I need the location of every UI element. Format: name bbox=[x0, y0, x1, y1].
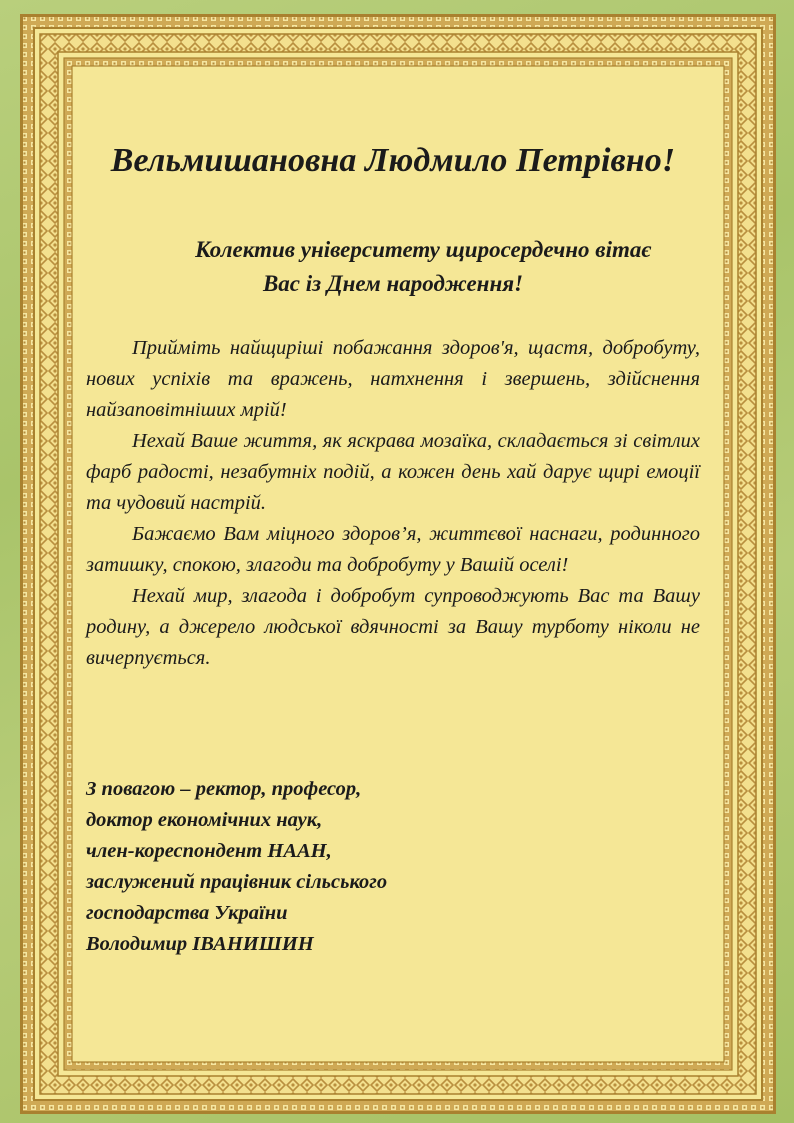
paragraph-3: Бажаємо Вам міцного здоров’я, життєвої наснаги, родинного затишку, спокою, злагоди та добробуту у Вашій оселі! bbox=[86, 523, 700, 576]
signature-line-4: заслужений працівник сільського bbox=[86, 871, 388, 893]
signature-line-5: господарства України bbox=[86, 902, 288, 924]
signature-name: Володимир ІВАНИШИН bbox=[86, 933, 314, 955]
paragraph-2: Нехай Ваше життя, як яскрава мозаїка, складається зі світлих фарб радості, незабутніх подій, а кожен день хай дарує щирі емоції та чудовий настрій. bbox=[86, 430, 700, 514]
letter-body bbox=[86, 333, 700, 674]
intro-line-2: Вас із Днем народження! bbox=[262, 271, 524, 296]
signature-line-1: З повагою – ректор, професор, bbox=[86, 778, 362, 800]
paragraph-1: Прийміть найщиріші побажання здоров'я, щастя, добробуту, нових успіхів та вражень, натхнення і звершень, здійснення найзаповітніших мрій! bbox=[86, 337, 700, 421]
paragraph-4: Нехай мир, злагода і добробут супроводжують Вас та Вашу родину, а джерело людської вдячності за Вашу турботу ніколи не вичерпується. bbox=[86, 585, 700, 669]
greeting-title: Вельмишановна Людмило Петрівно! bbox=[110, 142, 676, 179]
signature-block bbox=[86, 774, 700, 960]
intro-line-1: Колектив університету щиросердечно вітає bbox=[195, 237, 651, 262]
intro-block bbox=[86, 233, 700, 301]
signature-line-2: доктор економічних наук, bbox=[86, 809, 323, 831]
signature-line-3: член-кореспондент НААН, bbox=[86, 840, 332, 862]
